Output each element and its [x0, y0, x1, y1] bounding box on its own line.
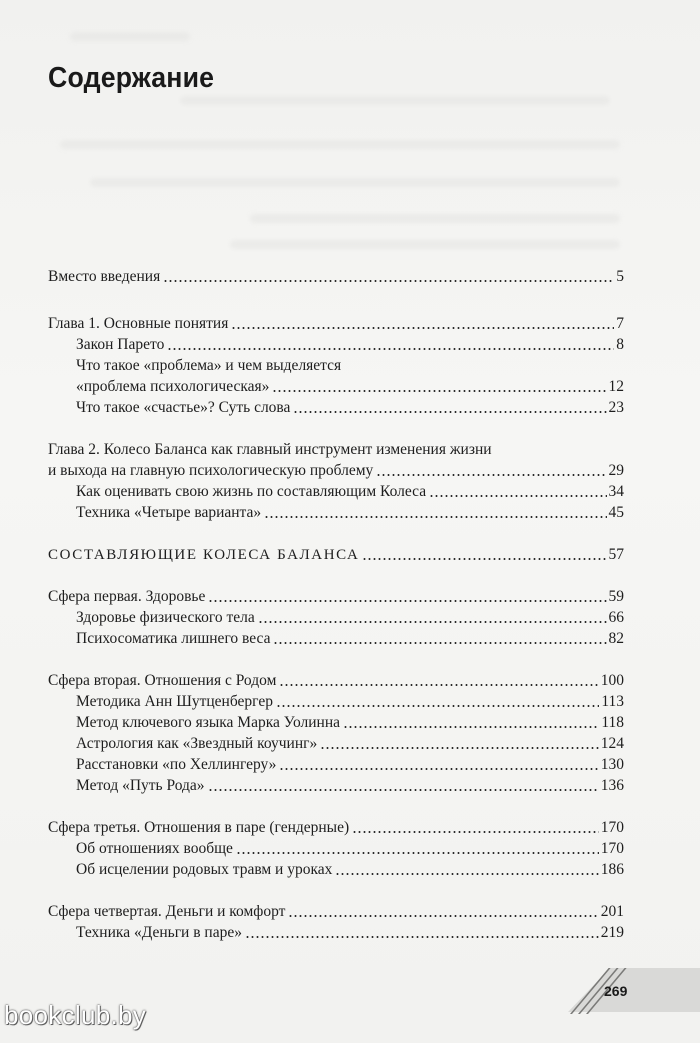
- toc-subentry: [76, 773, 624, 795]
- toc-entry-title: Сфера четвертая. Деньги и комфорт: [48, 903, 286, 920]
- toc-entry: [48, 584, 624, 606]
- toc-entry: [48, 899, 624, 921]
- dot-leader: [376, 474, 606, 476]
- toc-entry-page: 57: [608, 546, 624, 563]
- toc-entry-page: 23: [608, 399, 624, 416]
- toc-section-heading: [48, 542, 624, 564]
- toc-entry-title: Метод «Путь Рода»: [76, 777, 205, 794]
- toc-subentry: [76, 857, 624, 879]
- toc-entry-title: Что такое «счастье»? Суть слова: [76, 399, 291, 416]
- toc-entry-title: Сфера вторая. Отношения с Родом: [48, 672, 277, 689]
- toc-subentry: [76, 479, 624, 501]
- toc-entry-title: Метод ключевого языка Марка Уолинна: [76, 714, 341, 731]
- toc-subentry: [76, 710, 624, 732]
- dot-leader: [276, 705, 599, 707]
- dot-leader: [236, 852, 599, 854]
- toc-entry-page: 170: [600, 840, 624, 857]
- toc-entry: [48, 264, 624, 286]
- toc-entry-title: Вместо введения: [48, 268, 161, 285]
- toc-entry-title: Техника «Четыре варианта»: [76, 504, 262, 521]
- toc-entry-title: и выхода на главную психологическую проблему: [48, 462, 374, 479]
- toc-entry-title: Расстановки «по Хеллингеру»: [76, 756, 277, 773]
- toc-entry-page: 45: [608, 504, 624, 521]
- toc-entry-title: Психосоматика лишнего веса: [76, 630, 271, 647]
- toc-entry: [48, 437, 624, 459]
- dot-leader: [335, 873, 598, 875]
- dot-leader: [288, 915, 598, 917]
- toc-entry: [48, 458, 624, 480]
- toc-subentry: [76, 626, 624, 648]
- toc-entry-page: 82: [608, 630, 624, 647]
- toc-entry: [48, 668, 624, 690]
- dot-leader: [245, 936, 599, 938]
- toc-entry-page: 29: [608, 462, 624, 479]
- dot-leader: [352, 831, 599, 833]
- dot-leader: [208, 600, 606, 602]
- toc-entry-title: СОСТАВЛЯЮЩИЕ КОЛЕСА БАЛАНСА: [48, 547, 360, 563]
- dot-leader: [163, 280, 614, 282]
- toc-entry-page: 100: [600, 672, 624, 689]
- dot-leader: [293, 411, 606, 413]
- toc-subentry: [76, 500, 624, 522]
- toc-subentry: [76, 353, 624, 375]
- toc-subentry: [76, 332, 624, 354]
- toc-subentry: [76, 752, 624, 774]
- dot-leader: [272, 390, 606, 392]
- toc-entry-title: Как оценивать свою жизнь по составляющим Колеса: [76, 483, 427, 500]
- bleed-through-shadow: [90, 178, 620, 187]
- toc-entry-page: 170: [600, 819, 624, 836]
- toc-subentry: [76, 605, 624, 627]
- toc-entry-title: Методика Анн Шутценбергер: [76, 693, 273, 710]
- toc-subentry: [76, 920, 624, 942]
- dot-leader: [258, 621, 607, 623]
- toc-entry-title: Об отношениях вообще: [76, 840, 233, 857]
- toc-entry-page: 66: [608, 609, 624, 626]
- toc-entry-page: 219: [600, 924, 624, 941]
- toc-entry-title: Закон Парето: [76, 336, 165, 353]
- toc-entry-page: 34: [608, 483, 624, 500]
- dot-leader: [320, 747, 599, 749]
- toc-subentry: [76, 731, 624, 753]
- dot-leader: [208, 789, 599, 791]
- bleed-through-shadow: [60, 140, 620, 149]
- toc-entry-page: 8: [616, 336, 624, 353]
- toc-entry-page: 124: [600, 735, 624, 752]
- toc-entry-title: Здоровье физического тела: [76, 609, 255, 626]
- toc-entry-title: Об исцелении родовых травм и уроках: [76, 861, 333, 878]
- toc-subentry: [76, 374, 624, 396]
- dot-leader: [362, 558, 606, 560]
- dot-leader: [264, 516, 606, 518]
- bleed-through-shadow: [250, 214, 620, 223]
- toc-entry: [48, 815, 624, 837]
- toc-entry-page: 136: [600, 777, 624, 794]
- dot-leader: [429, 495, 606, 497]
- toc-subentry: [76, 395, 624, 417]
- toc-entry-page: 118: [601, 714, 624, 731]
- toc-entry-page: 59: [608, 588, 624, 605]
- toc-entry-title: Сфера третья. Отношения в паре (гендерные): [48, 819, 350, 836]
- toc-entry-page: 12: [608, 378, 624, 395]
- toc-entry-title: Что такое «проблема» и чем выделяется: [76, 357, 342, 374]
- toc-entry-page: 130: [600, 756, 624, 773]
- toc-subentry: [76, 689, 624, 711]
- toc-entry-page: 7: [616, 315, 624, 332]
- toc-entry-title: Техника «Деньги в паре»: [76, 924, 242, 941]
- dot-leader: [279, 768, 598, 770]
- toc-entry-title: Астрология как «Звездный коучинг»: [76, 735, 318, 752]
- dot-leader: [279, 684, 598, 686]
- toc-entry-page: 113: [601, 693, 624, 710]
- watermark: bookclub.by: [4, 1000, 147, 1030]
- toc-entry-title: Сфера первая. Здоровье: [48, 588, 206, 605]
- toc-entry-page: 186: [600, 861, 624, 878]
- page-number: 269: [604, 983, 628, 999]
- toc-entry-title: «проблема психологическая»: [76, 378, 270, 395]
- toc-entry: [48, 311, 624, 333]
- dot-leader: [231, 327, 614, 329]
- toc-entry-title: Глава 2. Колесо Баланса как главный инструмент изменения жизни: [48, 441, 492, 458]
- toc-entry-page: 201: [600, 903, 624, 920]
- bleed-through-shadow: [70, 32, 190, 41]
- bleed-through-shadow: [180, 96, 610, 105]
- dot-leader: [167, 348, 614, 350]
- toc-subentry: [76, 836, 624, 858]
- bleed-through-shadow: [230, 240, 620, 249]
- dot-leader: [273, 642, 606, 644]
- dot-leader: [343, 726, 599, 728]
- page-title: Содержание: [48, 62, 215, 94]
- toc-entry-page: 5: [616, 268, 624, 285]
- toc-entry-title: Глава 1. Основные понятия: [48, 315, 229, 332]
